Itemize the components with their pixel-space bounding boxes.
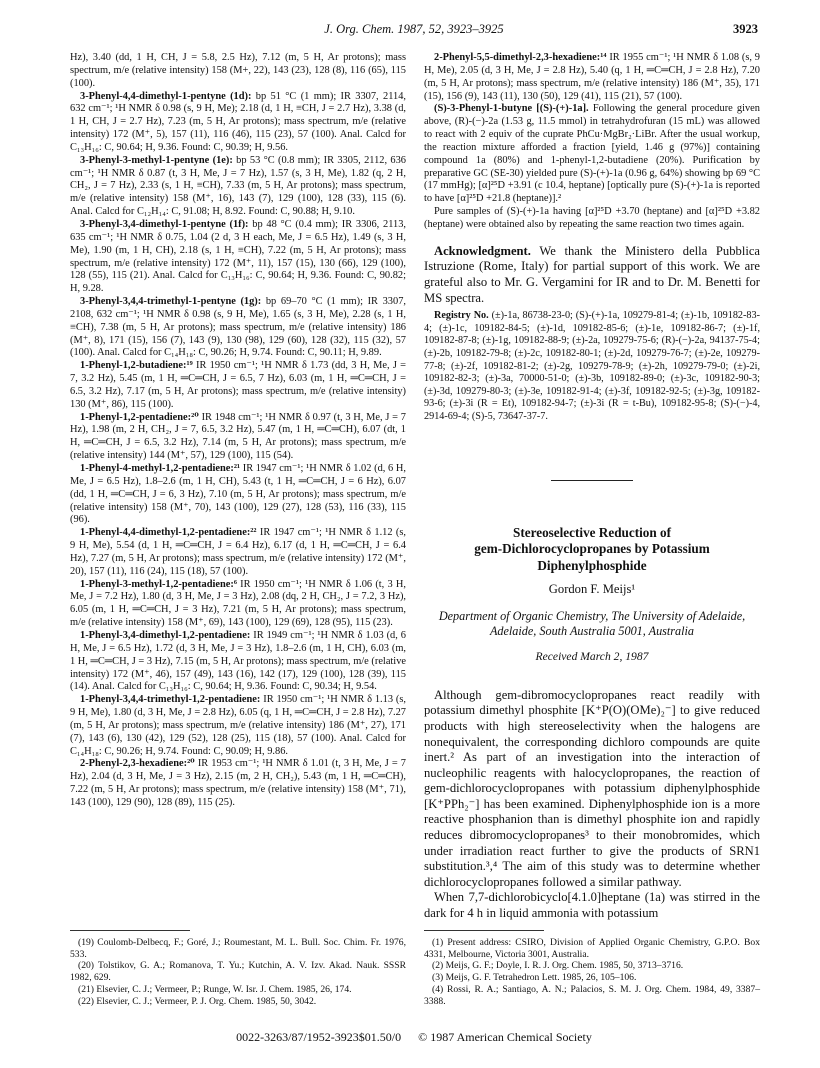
acknowledgment-label: Acknowledgment. — [434, 243, 531, 258]
compound-data: bp 48 °C (0.4 mm); IR 3306, 2113, 635 cm⁻¹; ¹H NMR δ 0.75, 1.04 (2 d, 3 H each, Me, J = 6.5 Hz), 1.49 (s, 3 H, Me), 1.90 (m, 1 H, CH), 2.18 (s, 1 H, ≡CH), 7.22 (m, 5 H, Ar protons); mass spectrum, m/e (relative intensity) 172 (M⁺, 11), 157 (15), 130 (66), 129 (100), 128 (55), 115 (21). Anal. Calcd for C₁₃H₁₆: C, 90.64; H, 9.36. Found: C, 90.82; H, 9.28. — [70, 218, 406, 295]
article-title — [424, 525, 760, 575]
compound-entry — [70, 579, 406, 630]
compound-entry — [70, 91, 406, 155]
compound-name: 1-Phenyl-4,4-dimethyl-1,2-pentadiene:²² — [80, 527, 257, 539]
compound-name: 3-Phenyl-4,4-dimethyl-1-pentyne (1d): — [80, 90, 252, 102]
compound-entry — [70, 758, 406, 809]
page-footer — [70, 1030, 758, 1045]
article-title-line: Stereoselective Reduction of — [513, 524, 671, 540]
compound-entry — [70, 155, 406, 219]
footnotes-left — [70, 937, 406, 1007]
compound-data: Following the general procedure given above, (R)-(−)-2a (1.53 g, 11.5 mmol) in tetrahydrofuran (15 mL) was allowed to react with 2 equiv of the cuprate PhCu·MgBr₂·LiBr. After the usual workup, the reaction mixture afforded a fraction [yield, 1.46 g (97%)] containing compound 1a (80%) and 1-phenyl-1,2-butadiene (20%). Purification by preparative GC (SE-30) yielded pure (S)-(+)-1a (0.96 g, 64%) showing bp 69 °C (17 mmHg); [α]²⁵D +3.91 (c 10.4, heptane) [optically pure (S)-(+)-1a is reported to have [α]²⁵D +21.8 (heptane)].² — [424, 103, 760, 205]
compound-name: 2-Phenyl-5,5-dimethyl-2,3-hexadiene:¹⁴ — [434, 52, 607, 63]
acknowledgment-text: We thank the Ministero della Pubblica Istruzione (Rome, Italy) for partial support of this work. We are grateful also to Mr. G. Vergamini for IR and to Dr. M. Benetti for MS spectra. — [424, 243, 761, 305]
compound-entry — [424, 52, 760, 103]
compound-entry — [70, 527, 406, 578]
right-column — [424, 52, 760, 922]
compound-entry — [70, 694, 406, 758]
compound-data: IR 1947 cm⁻¹; ¹H NMR δ 1.12 (s, 9 H, Me), 5.54 (d, 1 H, ═C═CH, J = 6.4 Hz), 6.17 (d, 1 H, ═C═CH, J = 6.4 Hz), 7.27 (m, 5 H, Ar protons); mass spectrum, m/e (relative intensity) 172 (M⁺, 20), 157 (11), 116 (24), 115 (18), 57 (100). — [70, 527, 406, 577]
compound-data: IR 1953 cm⁻¹; ¹H NMR δ 1.01 (t, 3 H, Me, J = 7 Hz), 2.04 (d, 3 H, Me, J = 3 Hz), 2.15 (m, 2 H, CH₂), 5.43 (m, 1 H, ═C═CH), 7.22 (m, 5 H, Ar protons); mass spectrum, m/e (relative intensity) 158 (M⁺, 71), 143 (100), 129 (90), 128 (89), 115 (25). — [70, 758, 406, 808]
compound-data: IR 1950 cm⁻¹; ¹H NMR δ 1.06 (t, 3 H, Me, J = 7.2 Hz), 1.80 (d, 3 H, Me, J = 3 Hz), 2.08 (dq, 2 H, CH₂, J = 7.2, 3 Hz), 6.05 (m, 1 H, ═C═CH, J = 3 Hz), 7.21 (m, 5 H, Ar protons); mass spectrum, m/e (relative intensity) 158 (M⁺, 69), 143 (100), 129 (69), 128 (95), 115 (23). — [70, 578, 406, 629]
footnote: (3) Meijs, G. F. Tetrahedron Lett. 1985, 26, 105–106. — [432, 972, 637, 984]
compound-data: IR 1950 cm⁻¹; ¹H NMR δ 1.73 (dd, 3 H, Me, J = 7, 3.2 Hz), 5.45 (m, 1 H, ═C═CH, J = 6.5, 7 Hz), 6.03 (m, 1 H, ═C═CH, J = 6.5, 3.2 Hz), 7.17 (m, 5 H, Ar protons); mass spectrum, m/e (relative intensity) 130 (M⁺, 86), 115 (100). — [70, 360, 406, 410]
compound-name: 3-Phenyl-3-methyl-1-pentyne (1e): — [80, 154, 233, 166]
compound-entry — [70, 630, 406, 694]
compound-data: bp 69–70 °C (1 mm); IR 3307, 2108, 632 cm⁻¹; ¹H NMR δ 0.98 (s, 9 H, Me), 1.65 (s, 3 H, Me), 2.28 (s, 1 H, ≡CH), 7.38 (m, 5 H, Ar protons); mass spectrum, m/e (relative intensity) 186 (M⁺, 8), 171 (15), 156 (7), 143 (9), 130 (98), 129 (60), 128 (32), 115 (32), 57 (100). Anal. Calcd for C₁₄H₁₈: C, 90.26; H, 9.74. Found: C, 90.11; H, 9.89. — [70, 296, 406, 359]
footnote: (1) Present address: CSIRO, Division of Applied Organic Chemistry, G.P.O. Box 4331, Melbourne, Victoria 3001, Australia. — [424, 937, 760, 960]
section-divider — [551, 480, 633, 481]
article-title-line: Diphenylphosphide — [537, 557, 647, 573]
footnote: (4) Rossi, R. A.; Santiago, A. N.; Palacios, S. M. J. Org. Chem. 1984, 49, 3387–3388. — [424, 983, 760, 1007]
footnote: (2) Meijs, G. F.; Doyle, I. R. J. Org. Chem. 1985, 50, 3713–3716. — [432, 960, 684, 972]
compound-name: (S)-3-Phenyl-1-butyne [(S)-(+)-1a]. — [434, 103, 589, 115]
footnote: (22) Elsevier, C. J.; Vermeer, P. J. Org. Chem. 1985, 50, 3042. — [78, 995, 317, 1007]
compound-entry — [70, 296, 406, 360]
article-code: 0022-3263/87/1952-3923$01.50/0 — [236, 1030, 402, 1044]
intro-paragraph: Although gem-dibromocyclopropanes react readily with potassium dimethyl phosphite [K⁺P(O)(OMe)₂⁻] to give reduced products with high stereoselectivity when the halogens are nonequivalent, the corresponding dichloro compounds are quite inert.² As part of an investigation into the interaction of nucleophilic reagents with halocyclopropanes, the reaction of gem-dichlorocyclopropanes with potassium diphenylphosphide [K⁺PPh₂⁻] has been examined. Diphenylphosphide ion is a more reactive phosphanion than is dimethyl phosphite ion and rapidly reduces dibromocyclopropanes³ to their monobromides, which under irradiation react further to give the products of SRN1 substitution.³,⁴ The aim of this study was to determine whether dichlorocyclopropanes followed a similar pathway. — [424, 687, 760, 889]
compound-data: IR 1947 cm⁻¹; ¹H NMR δ 1.02 (d, 6 H, Me, J = 6.5 Hz), 1.8–2.6 (m, 1 H, CH), 5.43 (t, 1 H, ═C═CH, J = 6 Hz), 6.07 (dd, 1 H, ═C═CH, J = 6, 3 Hz), 7.10 (m, 5 H, Ar protons); mass spectrum, m/e (relative intensity) 158 (M⁺, 70), 143 (100), 129 (27), 128 (53), 116 (33), 115 (96). — [70, 463, 406, 526]
compound-entry — [70, 463, 406, 527]
compound-data: IR 1949 cm⁻¹; ¹H NMR δ 1.03 (d, 6 H, Me, J = 6.5 Hz), 1.72 (d, 3 H, Me, J = 3 Hz), 1.8–2.6 (m, 1 H, CH), 6.03 (m, 1 H, ═C═CH, J = 3 Hz), 7.15 (m, 5 H, Ar protons); mass spectrum, m/e (relative intensity) 172 (M⁺, 46), 157 (49), 143 (16), 142 (17), 129 (100), 128 (39), 115 (14). Anal. Calcd for C₁₃H₁₆: C, 90.64; H, 9.36. Found: C, 90.34; H, 9.54. — [70, 629, 407, 693]
compound-data: IR 1948 cm⁻¹; ¹H NMR δ 0.97 (t, 3 H, Me, J = 7 Hz), 1.98 (m, 2 H, CH₂, J = 7, 6.5, 3.2 Hz), 5.47 (m, 1 H, ═C═CH), 6.07 (dt, 1 H, ═C═CH, J = 6.5, 3.2 Hz), 7.14 (m, 5 H, Ar protons); mass spectrum, m/e (relative intensity) 144 (M⁺, 57), 129 (100), 115 (54). — [70, 411, 406, 462]
author-affiliation: Department of Organic Chemistry, The University of Adelaide, Adelaide, South Australia 5001, Australia — [438, 608, 746, 638]
compound-entry — [70, 360, 406, 411]
compound-name: 1-Phenyl-3-methyl-1,2-pentadiene:⁶ — [80, 578, 237, 590]
page-number: 3923 — [733, 22, 758, 36]
footnotes-right — [424, 937, 760, 1007]
author-name: Gordon F. Meijs¹ — [548, 582, 636, 597]
compound-name: 1-Phenyl-1,2-butadiene:¹⁹ — [80, 360, 193, 372]
samples-paragraph: Pure samples of (S)-(+)-1a having [α]²⁵D +3.70 (heptane) and [α]²⁵D +3.82 (heptane) were obtained also by repeating the same reaction two times again. — [424, 206, 760, 230]
journal-citation: J. Org. Chem. 1987, 52, 3923–3925 — [324, 22, 504, 36]
footnote: (21) Elsevier, C. J.; Vermeer, P.; Runge, W. Isr. J. Chem. 1985, 26, 174. — [78, 983, 352, 995]
compound-data: bp 51 °C (1 mm); IR 3307, 2114, 632 cm⁻¹; ¹H NMR δ 0.98 (s, 9 H, Me); 2.18 (d, 1 H, ≡CH, J = 2.7 Hz), 3.38 (d, 1 H, CH, J = 2.7 Hz), 7.23 (m, 5 H, Ar protons); mass spectrum, m/e (relative intensity) 172 (M⁺, 5), 157 (11), 116 (46), 115 (23), 57 (100). Anal. Calcd for C₁₃H₁₆: C, 90.64; H, 9.36. Found: C, 90.39; H, 9.56. — [70, 90, 406, 153]
article-title-line: gem-Dichlorocyclopropanes by Potassium — [474, 541, 710, 557]
footnote: (20) Tolstikov, G. A.; Romanova, T. Yu.; Kutchin, A. V. Izv. Akad. Nauk. SSSR 1982, 629. — [70, 960, 406, 984]
compound-name: 1-Phenyl-3,4,4-trimethyl-1,2-pentadiene: — [80, 694, 261, 706]
compound-name: 1-Phenyl-3,4-dimethyl-1,2-pentadiene: — [80, 629, 251, 641]
footnote: (19) Coulomb-Delbecq, F.; Goré, J.; Roumestant, M. L. Bull. Soc. Chim. Fr. 1976, 533. — [70, 937, 406, 960]
acknowledgment — [424, 244, 760, 306]
registry-numbers — [424, 310, 760, 423]
compound-name: 1-Phenyl-4-methyl-1,2-pentadiene:²¹ — [80, 463, 241, 474]
compound-name: 1-Phenyl-1,2-pentadiene:²⁰ — [80, 411, 199, 423]
compound-data: bp 53 °C (0.8 mm); IR 3305, 2112, 636 cm⁻¹; ¹H NMR δ 0.87 (t, 3 H, Me, J = 7 Hz), 1.57 (s, 3 H, Me), 1.82 (q, 2 H, CH₂, J = 7 Hz), 2.33 (s, 1 H, ≡CH), 7.33 (m, 5 H, Ar protons); mass spectrum, m/e (relative intensity) 158 (M⁺, 16), 143 (7), 129 (100), 128 (33), 115 (6). Anal. Calcd for C₁₂H₁₄: C, 91.08; H, 8.92. Found: C, 90.88; H, 9.10. — [70, 154, 406, 218]
compound-data: IR 1950 cm⁻¹; ¹H NMR δ 1.13 (s, 9 H, Me), 1.80 (d, 3 H, Me, J = 2.8 Hz), 6.05 (q, 1 H, ═C═CH, J = 2.8 Hz), 7.27 (m, 5 H, Ar protons); mass spectrum, m/e (relative intensity) 186 (M⁺, 27), 171 (7), 143 (6), 130 (42), 129 (52), 128 (25), 115 (18), 57 (100). Anal. Calcd for C₁₄H₁₈: C, 90.26; H, 9.74. Found: C, 90.09; H, 9.86. — [70, 694, 406, 757]
compound-name: 3-Phenyl-3,4,4-trimethyl-1-pentyne (1g): — [80, 296, 262, 308]
footnote-rule — [70, 930, 190, 931]
registry-label: Registry No. — [434, 310, 489, 322]
compound-name: 2-Phenyl-2,3-hexadiene:²⁰ — [80, 758, 195, 770]
left-column — [70, 52, 406, 810]
compound-entry — [424, 103, 760, 206]
running-header — [70, 22, 758, 40]
compound-data: IR 1955 cm⁻¹; ¹H NMR δ 1.08 (s, 9 H, Me), 2.05 (d, 3 H, Me, J = 2.8 Hz), 5.40 (q, 1 H, ═C═CH, J = 2.8 Hz), 7.20 (m, 5 H, Ar protons); mass spectrum, m/e (relative intensity) 186 (M⁺, 35), 171 (15), 156 (9), 143 (11), 130 (50), 129 (41), 115 (21), 57 (100). — [424, 52, 760, 102]
received-date: Received March 2, 1987 — [535, 649, 649, 663]
continuation-paragraph: Hz), 3.40 (dd, 1 H, CH, J = 5.8, 2.5 Hz), 7.12 (m, 5 H, Ar protons); mass spectrum, m/e (relative intensity) 158 (M+, 22), 143 (23), 128 (8), 116 (65), 115 (100). — [70, 52, 406, 89]
compound-name: 3-Phenyl-3,4-dimethyl-1-pentyne (1f): — [80, 218, 249, 230]
footnote-rule — [424, 930, 544, 931]
copyright-notice: © 1987 American Chemical Society — [418, 1030, 592, 1044]
registry-text: (±)-1a, 86738-23-0; (S)-(+)-1a, 109279-81-4; (±)-1b, 109182-83-4; (±)-1c, 109182-84-5; (±)-1d, 109182-85-6; (±)-1e, 109182-86-7; (±)-1f, 109182-87-8; (±)-1g, 109182-88-9; (±)-2a, 109279-75-6; (R)-(−)-2a, 94137-75-4; (±)-2b, 109182-79-8; (±)-2c, 109182-80-1; (±)-2d, 109279-76-7; (±)-2e, 109279-77-8; (±)-2f, 109182-81-2; (±)-2g, 109279-78-9; (±)-2h, 109279-79-0; (±)-2i, 109182-82-3; (±)-3a, 70000-51-0; (±)-3b, 109182-89-0; (±)-3c, 109182-90-3; (±)-3d, 109279-80-3; (±)-3e, 109182-91-4; (±)-3f, 109182-92-5; (±)-3g, 109182-93-6; (±)-3i (R = Et), 109182-94-7; (±)-3i (R = t-Bu), 109182-95-8; (S)-(−)-4, 2914-69-4; (S)-5, 73647-37-7. — [424, 310, 760, 422]
compound-entry — [70, 412, 406, 463]
body-paragraph: When 7,7-dichlorobicyclo[4.1.0]heptane (1a) was stirred in the dark for 4 h in liquid ammonia with potassium — [424, 890, 760, 921]
compound-entry — [70, 219, 406, 296]
